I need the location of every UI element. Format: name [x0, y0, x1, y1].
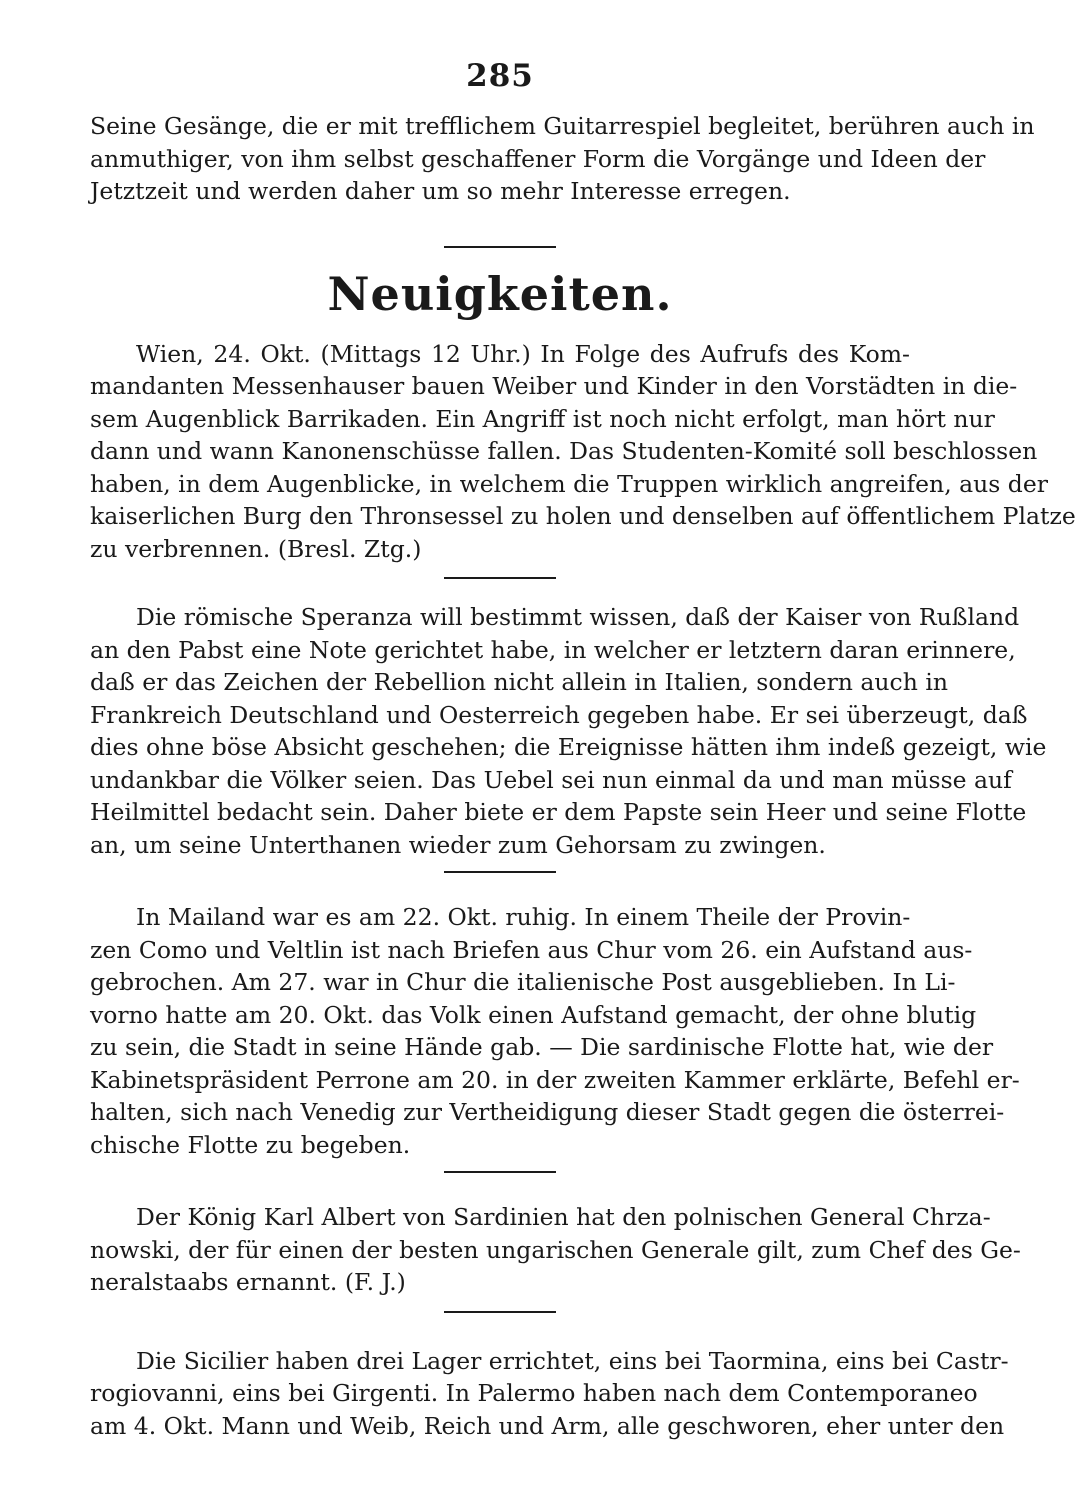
text-line: dies ohne böse Absicht geschehen; die Ereignisse hätten ihm indeß gezeigt, wie — [90, 733, 1047, 761]
text-line: zu verbrennen. (Bresl. Ztg.) — [90, 534, 422, 563]
text-line: an den Pabst eine Note gerichtet habe, in welcher er letztern daran erinnere, — [90, 635, 1016, 664]
text-line: chische Flotte zu begeben. — [90, 1130, 411, 1159]
text-line: In Mailand war es am 22. Okt. ruhig. In einem Theile der Provin- — [136, 903, 911, 931]
text-line: Frankreich Deutschland und Oesterreich gegeben habe. Er sei überzeugt, daß — [90, 700, 1028, 729]
text-line: mandanten Messenhauser bauen Weiber und Kinder in den Vorstädten in die- — [90, 372, 1018, 400]
article-mailand — [90, 901, 1020, 1161]
text-line: Kabinetspräsident Perrone am 20. in der zweiten Kammer erklärte, Befehl er- — [90, 1065, 1020, 1094]
article-vienna — [90, 338, 1076, 566]
article-sicily — [90, 1345, 1009, 1443]
text-line: vorno hatte am 20. Okt. das Volk einen Aufstand gemacht, der ohne blutig — [90, 1000, 977, 1029]
text-line: haben, in dem Augenblicke, in welchem die Truppen wirklich angreifen, aus der — [90, 469, 1048, 498]
page-number: 285 — [466, 58, 534, 94]
text-line: zu sein, die Stadt in seine Hände gab. — Die sardinische Flotte hat, wie der — [90, 1033, 994, 1061]
article-divider — [444, 871, 556, 873]
text-line: Der König Karl Albert von Sardinien hat den polnischen General Chrza- — [136, 1203, 991, 1231]
text-line: nowski, der für einen der besten ungarischen Generale gilt, zum Chef des Ge- — [90, 1235, 1021, 1264]
article-divider — [444, 577, 556, 579]
text-line: rogiovanni, eins bei Girgenti. In Palermo haben nach dem Contemporaneo — [90, 1379, 978, 1407]
intro-paragraph — [90, 110, 1035, 208]
text-line: zen Como und Veltlin ist nach Briefen aus Chur vom 26. ein Aufstand aus- — [90, 935, 973, 964]
text-line: an, um seine Unterthanen wieder zum Gehorsam zu zwingen. — [90, 830, 826, 859]
section-divider — [444, 246, 556, 248]
section-title: Neuigkeiten. — [327, 266, 673, 321]
article-speranza — [90, 601, 1047, 861]
article-divider — [444, 1171, 556, 1173]
text-line: kaiserlichen Burg den Thronsessel zu holen und denselben auf öffentlichem Platze — [90, 502, 1076, 530]
text-line: Heilmittel bedacht sein. Daher biete er dem Papste sein Heer und seine Flotte — [90, 798, 1027, 826]
text-line: daß er das Zeichen der Rebellion nicht allein in Italien, sondern auch in — [90, 668, 948, 696]
text-line: Die Sicilier haben drei Lager errichtet, eins bei Taormina, eins bei Castr- — [136, 1346, 1009, 1375]
article-sardinia — [90, 1201, 1021, 1299]
text-line: Jetztzeit und werden daher um so mehr Interesse erregen. — [90, 177, 791, 205]
text-line: sem Augenblick Barrikaden. Ein Angriff ist noch nicht erfolgt, man hört nur — [90, 404, 995, 433]
text-line: Die römische Speranza will bestimmt wissen, daß der Kaiser von Rußland — [136, 603, 1020, 631]
text-line: halten, sich nach Venedig zur Vertheidigung dieser Stadt gegen die österrei- — [90, 1098, 1005, 1126]
text-line: dann und wann Kanonenschüsse fallen. Das Studenten-Komité soll beschlossen — [90, 437, 1038, 465]
text-line: anmuthiger, von ihm selbst geschaffener Form die Vorgänge und Ideen der — [90, 144, 986, 173]
article-divider — [444, 1311, 556, 1313]
text-line: gebrochen. Am 27. war in Chur die italienische Post ausgeblieben. In Li- — [90, 968, 956, 996]
text-line: undankbar die Völker seien. Das Uebel sei nun einmal da und man müsse auf — [90, 765, 1012, 794]
text-line: Wien, 24. Okt. (Mittags 12 Uhr.) In Folge des Aufrufs des Kom- — [136, 339, 910, 368]
text-line: am 4. Okt. Mann und Weib, Reich und Arm, alle geschworen, eher unter den — [90, 1411, 1005, 1440]
text-line: Seine Gesänge, die er mit trefflichem Guitarrespiel begleitet, berühren auch in — [90, 112, 1035, 140]
text-line: neralstaabs ernannt. (F. J.) — [90, 1268, 406, 1296]
